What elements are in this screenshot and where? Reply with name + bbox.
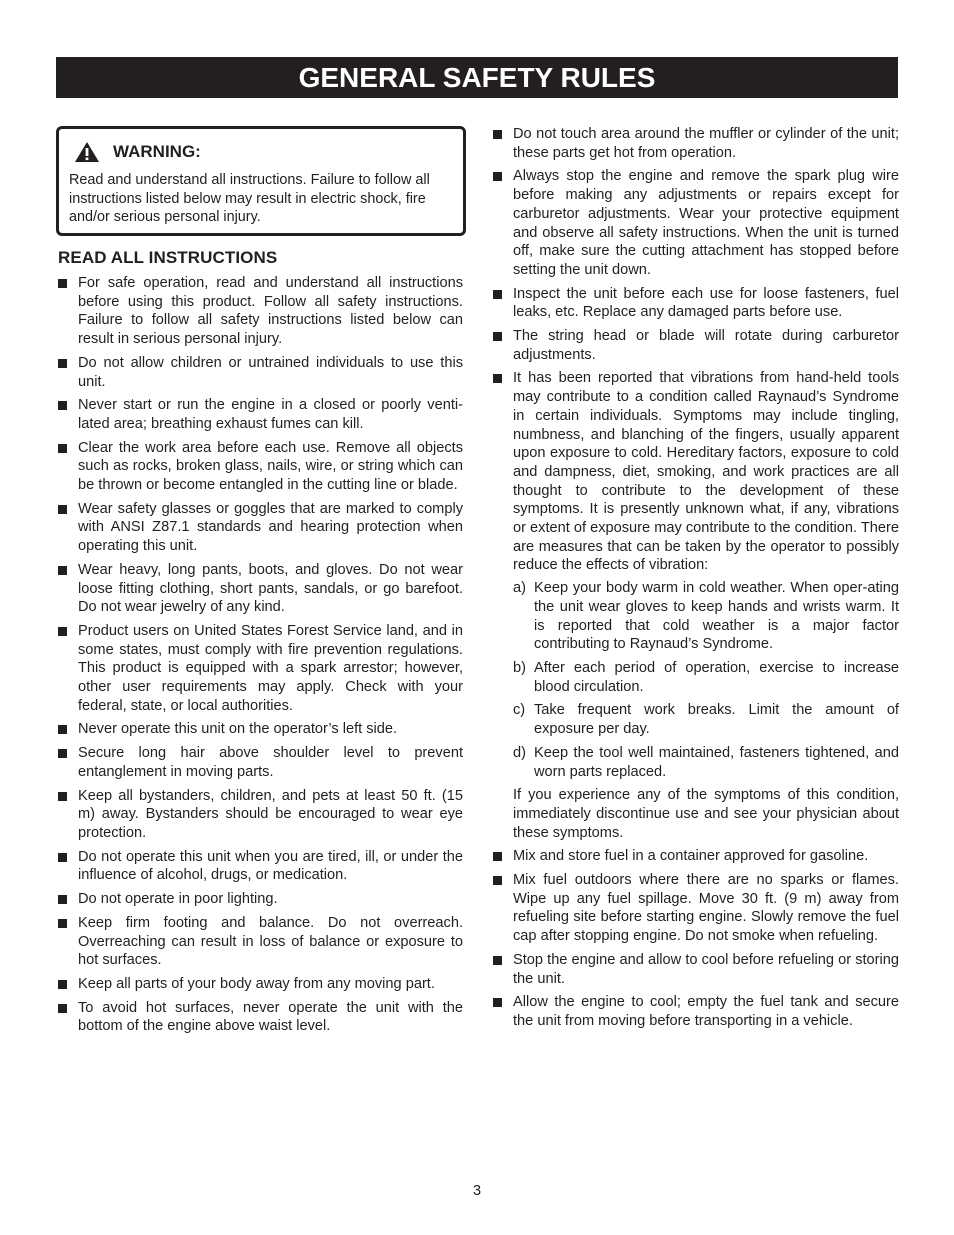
- bullet-square-icon: [58, 895, 67, 904]
- list-item: Product users on United States Forest Service land, and in some states, must comply with fire prevention regulations. This product is equipped with a spark arrestor; however, other user requirements may apply. Check with your federal, state, or local authorities.: [56, 622, 463, 716]
- list-item: Mix and store fuel in a container approved for gasoline.: [491, 847, 899, 866]
- list-item: Do not touch area around the muffler or cylinder of the unit; these parts get hot from operation.: [491, 125, 899, 162]
- bullet-square-icon: [493, 172, 502, 181]
- page-number: 3: [472, 1183, 482, 1199]
- warning-box: [56, 126, 466, 236]
- bullet-square-icon: [493, 290, 502, 299]
- bullet-square-icon: [58, 980, 67, 989]
- vibration-followup-text: If you experience any of the symptoms of this condition, immediately discontinue use and see your physician about these symptoms.: [513, 787, 899, 841]
- list-item: Keep all parts of your body away from any moving part.: [56, 975, 463, 994]
- left-bullet-list: [56, 274, 463, 1041]
- list-item: Do not allow children or untrained individuals to use this unit.: [56, 354, 463, 391]
- bullet-square-icon: [58, 919, 67, 928]
- bullet-square-icon: [493, 130, 502, 139]
- list-item: Stop the engine and allow to cool before refueling or storing the unit.: [491, 951, 899, 988]
- list-item: Keep all bystanders, children, and pets at least 50 ft. (15 m) away. Bystanders should be encouraged to wear eye protection.: [56, 787, 463, 843]
- page-title: GENERAL SAFETY RULES: [56, 57, 898, 98]
- list-item: For safe operation, read and understand all instructions before using this product. Follow all safety instructions. Failure to follow all safety instructions listed below can result in serious personal injury.: [56, 274, 463, 349]
- warning-text: Read and understand all instructions. Failure to follow all instructions listed below may result in electric shock, fire and/or serious personal injury.: [69, 172, 430, 226]
- list-item-vibration: It has been reported that vibrations from hand-held tools may contribute to a condition called Raynaud’s Syndrome in certain individuals. Symptoms may include tingling, numbness, and blanching of the fingers, usually apparent upon exposure to cold. Hereditary factors, exposure to cold and dampness, diet, smoking, and work practices are all thought to contribute to the development of these symptoms. It is presently unknown what, if any, vibrations or extent of exposure may contribute to the condition. There are measures that can be taken by the operator to possibly reduce the effects of vibration: a) Keep your body warm in cold weather. When oper-ating the unit wear gloves to keep hands and wrists warm. It is reported that cold weather is a major factor contributing to Raynaud’s Syndrome. b) After each period of operation, exercise to increase blood circulation. c) Take frequent work breaks. Limit the amount of exposure per day. d) Keep the tool well maintained, fasteners tightened, and worn parts replaced. If you experience any of the symptoms of this condition, immediately discontinue use and see your physician about these symptoms.: [491, 369, 899, 842]
- list-item: The string head or blade will rotate during carburetor adjustments.: [491, 327, 899, 364]
- vibration-measure-item: b) After each period of operation, exercise to increase blood circulation.: [513, 659, 899, 695]
- list-item: Wear heavy, long pants, boots, and gloves. Do not wear loose fitting clothing, short pants, sandals, or go barefoot. Do not wear jewelry of any kind.: [56, 561, 463, 617]
- list-item: To avoid hot surfaces, never operate the unit with the bottom of the engine above waist level.: [56, 999, 463, 1036]
- bullet-square-icon: [58, 401, 67, 410]
- section-heading: READ ALL INSTRUCTIONS: [58, 248, 278, 267]
- bullet-square-icon: [58, 279, 67, 288]
- right-bullet-list: [491, 125, 899, 1036]
- warning-heading-row: [74, 141, 201, 163]
- list-item: Secure long hair above shoulder level to prevent entanglement in moving parts.: [56, 744, 463, 781]
- bullet-square-icon: [493, 332, 502, 341]
- list-item: Mix fuel outdoors where there are no sparks or flames. Wipe up any fuel spillage. Move 30 ft. (9 m) away from refueling site before starting engine. Slowly remove the fuel cap after stopping engine. Do not smoke when refueling.: [491, 871, 899, 946]
- bullet-square-icon: [58, 749, 67, 758]
- bullet-square-icon: [58, 1004, 67, 1013]
- list-item: Do not operate in poor lighting.: [56, 890, 463, 909]
- list-item: Inspect the unit before each use for loose fasteners, fuel leaks, etc. Replace any damaged parts before use.: [491, 285, 899, 322]
- vibration-measure-item: c) Take frequent work breaks. Limit the amount of exposure per day.: [513, 702, 899, 738]
- bullet-square-icon: [58, 627, 67, 636]
- bullet-square-icon: [58, 444, 67, 453]
- vibration-measures-list: [513, 579, 899, 781]
- vibration-measure-item: d) Keep the tool well maintained, fasteners tightened, and worn parts replaced.: [513, 744, 899, 780]
- list-item: Clear the work area before each use. Remove all objects such as rocks, broken glass, nails, wire, or string which can be thrown or become entangled in the cutting line or blade.: [56, 439, 463, 495]
- bullet-square-icon: [58, 853, 67, 862]
- warning-triangle-icon: [74, 141, 100, 163]
- bullet-square-icon: [493, 998, 502, 1007]
- bullet-square-icon: [493, 956, 502, 965]
- list-item: Never operate this unit on the operator’s left side.: [56, 720, 463, 739]
- bullet-square-icon: [58, 505, 67, 514]
- bullet-square-icon: [58, 359, 67, 368]
- warning-heading: WARNING:: [113, 142, 201, 161]
- bullet-square-icon: [493, 852, 502, 861]
- list-item: Wear safety glasses or goggles that are marked to comply with ANSI Z87.1 standards and hearing protection when operating this unit.: [56, 500, 463, 556]
- bullet-square-icon: [493, 876, 502, 885]
- list-item: Keep firm footing and balance. Do not overreach. Overreaching can result in loss of balance or exposure to hot surfaces.: [56, 914, 463, 970]
- list-item: Do not operate this unit when you are tired, ill, or under the influence of alcohol, drugs, or medication.: [56, 848, 463, 885]
- vibration-measure-item: a) Keep your body warm in cold weather. When oper-ating the unit wear gloves to keep hands and wrists warm. It is reported that cold weather is a major factor contributing to Raynaud’s Syndrome.: [513, 580, 899, 653]
- bullet-square-icon: [58, 792, 67, 801]
- bullet-square-icon: [58, 566, 67, 575]
- list-item: Allow the engine to cool; empty the fuel tank and secure the unit from moving before transporting in a vehicle.: [491, 993, 899, 1030]
- list-item: Always stop the engine and remove the spark plug wire before making any adjustments or repairs except for carburetor adjustments. Wear your protective equipment and observe all safety instructions. When the unit is turned off, make sure the cutting attachment has stopped before setting the unit down.: [491, 167, 899, 279]
- bullet-square-icon: [493, 374, 502, 383]
- bullet-square-icon: [58, 725, 67, 734]
- list-item: Never start or run the engine in a closed or poorly venti-lated area; breathing exhaust fumes can kill.: [56, 396, 463, 433]
